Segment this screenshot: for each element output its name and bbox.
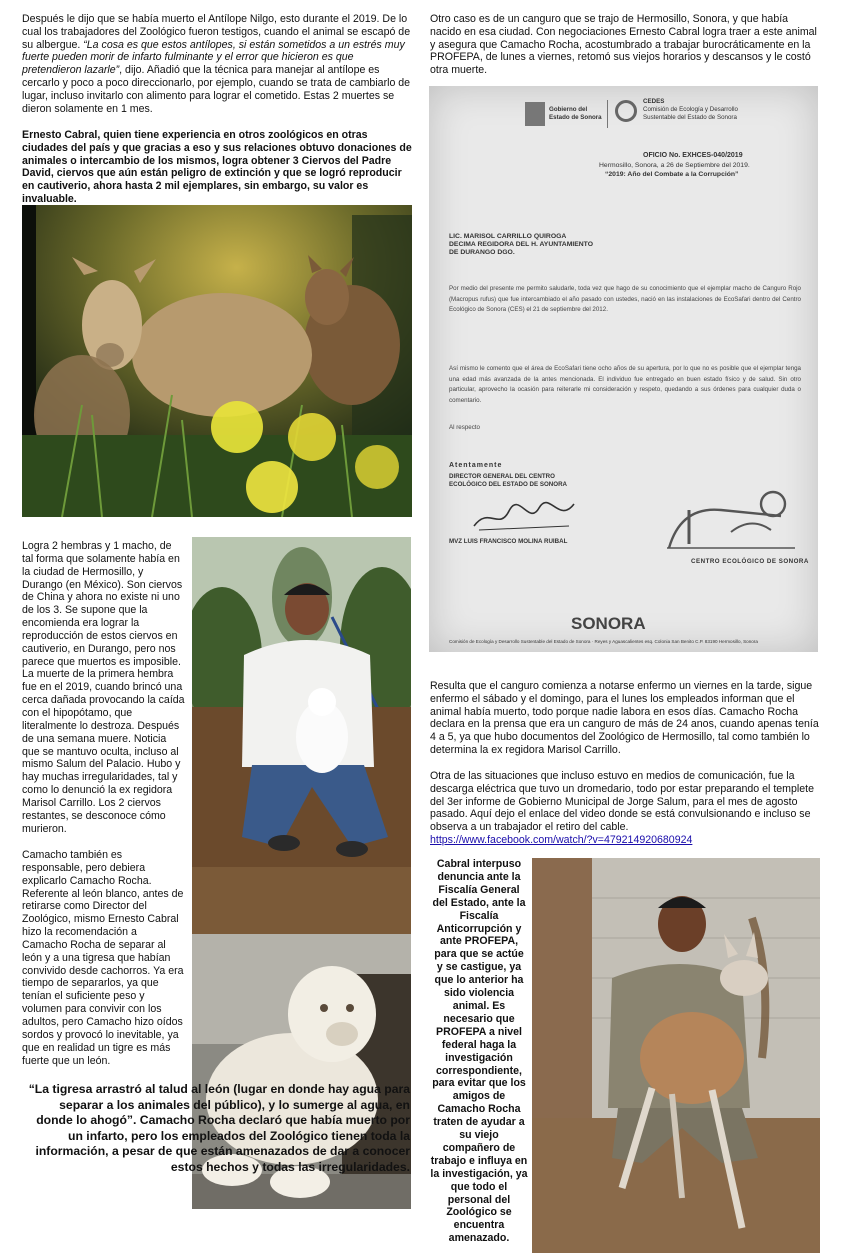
- letter-recipient-3: DE DURANGO DGO.: [449, 249, 515, 256]
- letter-body-3: Al respecto: [449, 424, 480, 431]
- paragraph-text: Logra 2 hembras y 1 macho, de tal forma que solamente había en la ciudad de Hermosillo, y Durango (en México). Son ciervos de China y ahora no existe ni uno de los 3. Se supone que la encomienda era lograr la reproducción de estos ciervos en cautiverio, en Durango, pero nos parece que muertos es imposible. La muerte de la primera hembra fue en el 2019, cuando brincó una cerca dañada provocando la caída con el hipopótamo, que literalmente lo destroza. Después de una semana muere. Noticia que se mantuvo oculta, incluso al mismo Salum del Palacio. Hubo y hay muchas irregularidades, tal y como lo denunció la ex regidora Marisol Carrillo. Los 2 ciervos restantes, se desconoce cómo murieron.: [22, 540, 185, 835]
- article-paragraph-leon: [22, 849, 185, 1067]
- paragraph-text: Ernesto Cabral, quien tiene experiencia en otros zoológicos en otras ciudades del país y que gracias a eso y sus relaciones obtuvo donaciones de animales o intercambio de los mismos, logra obtener 3 Ciervos del Padre David, ciervos que aún están peligro de extinción y que se logró reproducir en cautiverio, ahora hasta 2 mil ejemplares, sin embargo, su valor es invaluable.: [22, 129, 412, 205]
- article-paragraph-antilope: [22, 13, 413, 115]
- header-divider: [607, 100, 608, 128]
- article-paragraph-ciervos: [22, 129, 413, 206]
- article-paragraph-canguro: [430, 13, 822, 77]
- article-paragraph-canguro-enfermo: [430, 680, 822, 757]
- letter-closing: Atentamente: [449, 462, 503, 469]
- facebook-video-link[interactable]: https://www.facebook.com/watch/?v=479214920680924: [430, 833, 693, 846]
- man-with-kangaroo-photo: [532, 858, 820, 1253]
- paragraph-text: Resulta que el canguro comienza a notarse enfermo un viernes en la tarde, sigue enfermo el sábado y el domingo, para el lunes los empleados informan que el animal había muerto, todo porque nadie labora en esos días. Camacho Rocha declara en la prensa que era un canguro de más de 24 anos, cuando apenas tenía 4 a 5, ya que hubo documentos del Zoológico de Hermosillo, tal como también lo determina la ex regidora Marisol Carrillo.: [430, 680, 819, 756]
- text-span: , dijo. Añadió que la técnica para manejar al antílope es cercarlo y poco a poco direccionarlo, por ejemplo, cuando se trata de cambiarlo de lugar, incluso invitarlo con alimento para lograr el cometido. Estas 2 muertes se dieron solamente en 1 mes.: [22, 64, 411, 115]
- letter-oficio: OFICIO No. EXHCES-040/2019: [643, 152, 743, 159]
- man-with-white-cub-photo: [192, 537, 411, 934]
- letter-body-2: Así mismo le comento que el área de EcoSafari tiene ocho años de su apertura, por lo que no es posible que el ejemplar tenga una edad más avanzada de la antes mencionada. El individuo fue entregado en buen estado físico y de salud. Sin otro particular, aprovecho la ocasión para reiterarle mi consideración y respeto, quedando a sus órdenes para cualquier duda o comentario.: [449, 365, 801, 404]
- paragraph-text: Camacho también es responsable, pero debiera explicarlo Camacho Rocha. Referente al león blanco, antes de retirarse como Director del Zoológico, mismo Ernesto Cabral hizo la recomendación a Camacho Rocha de separar al león y a una tigresa que habían convivido desde cachorros. Ya era tiempo de separarlos, ya que tenían el suficiente peso y volumen para convivir con los adultos, pero Camacho hizo oídos sordos y provocó lo inevitable, ya que en realidad un tigre es más fuerte que un león.: [22, 849, 184, 1067]
- centro-ecologico-logo: [661, 486, 801, 556]
- article-paragraph-hembras: [22, 540, 185, 835]
- letter-footer: Comisión de Ecología y Desarrollo Sustentable del Estado de Sonora · Reyes y Aguascalientes esq. Colonia San Benito C.P. 83190 Hermosillo, Sonora: [449, 639, 758, 644]
- letter-signer: MVZ LUIS FRANCISCO MOLINA RUIBAL: [449, 538, 568, 545]
- quote-span: “La cosa es que estos antílopes, si están sometidos a un estrés muy fuerte pueden morir de infarto fulminante y el error que hicieron es que pretendieron lazarle”: [22, 38, 405, 77]
- deer-photo: [22, 205, 412, 517]
- letter-slogan: “2019: Año del Combate a la Corrupción”: [605, 171, 739, 178]
- sonora-brand-logo: SONORA: [571, 614, 646, 633]
- paragraph-text: Otro caso es de un canguro que se trajo de Hermosillo, Sonora, y que había nacido en esa ciudad. Con negociaciones Ernesto Cabral logra traer a este animal y asegura que Camacho Rocha, acostumbrado a trabajar burocráticamente en la PROFEPA, de lunes a viernes, retomó sus viejos horarios y descansos y le costó otra muerte.: [430, 13, 817, 77]
- letter-signature-title-2: ECOLÓGICO DEL ESTADO DE SONORA: [449, 481, 568, 488]
- letter-cedes-2: Sustentable del Estado de Sonora: [643, 114, 737, 121]
- letter-date: Hermosillo, Sonora, a 26 de Septiembre del 2019.: [599, 162, 750, 169]
- letter-cedes-1: Comisión de Ecología y Desarrollo: [643, 106, 738, 113]
- handwritten-signature: [469, 496, 579, 536]
- article-paragraph-dromedario: [430, 770, 822, 847]
- letter-gov-1: Gobierno del: [549, 106, 588, 113]
- denuncia-text: Cabral interpuso denuncia ante la Fiscalía General del Estado, ante la Fiscalía Anticorrupción y ante PROFEPA, para que se actúe y se castigue, ya que lo anterior ha sido violencia animal. Es necesario que PROFEPA a nivel federal haga la investigación correspondiente, para evitar que los amigos de Camacho Rocha traten de ayudar a su viejo compañero de trabajo e influya en la investigación, ya que todo el personal del Zoológico se encuentra amenazado.: [430, 858, 528, 1245]
- denuncia-column: [430, 858, 528, 1245]
- letter-signature-title-1: DIRECTOR GENERAL DEL CENTRO: [449, 473, 555, 480]
- sonora-government-logo: [525, 102, 545, 126]
- tigresa-quote: [22, 1082, 410, 1176]
- official-letter-scan: [429, 86, 818, 652]
- text-span: Después le dijo que se había muerto el Antílope Nilgo, esto durante el 2019. De lo cual los trabajadores del Zoológico fueron testigos, cuando el animal se escapó de su albergue.: [22, 13, 411, 51]
- man-kangaroo-illustration: [532, 858, 820, 1253]
- letter-recipient-1: LIC. MARISOL CARRILLO QUIROGA: [449, 233, 567, 240]
- letter-gov-2: Estado de Sonora: [549, 114, 602, 121]
- man-cub-illustration: [192, 537, 411, 934]
- paragraph-text: Otra de las situaciones que incluso estuvo en medios de comunicación, fue la descarga eléctrica que tuvo un dromedario, todo por estar preparando el templete del 3er informe de Gobierno Municipal de Jorge Salum, para el mes de agosto pasado. Aquí dejo el enlace del video donde se está convulsionando e incluso se observa a un trabajador el retiro del cable.: [430, 770, 814, 834]
- quote-text: “La tigresa arrastró al talud al león (lugar en donde hay agua para separar a los animales del público), y lo sumerge al agua, en donde lo ahogó”. Camacho Rocha declaró que había muerto por un infarto, pero los empleados del Zoológico tienen toda la información, a pesar de que están amenazados de dar a conocer estos hechos y todas las irregularidades.: [28, 1082, 410, 1174]
- deer-illustration: [22, 205, 412, 517]
- letter-cedes-name: CEDES: [643, 98, 665, 105]
- cedes-logo: [615, 100, 637, 122]
- letter-recipient-2: DECIMA REGIDORA DEL H. AYUNTAMIENTO: [449, 241, 594, 248]
- letter-ces-logo-text: CENTRO ECOLÓGICO DE SONORA: [691, 558, 809, 565]
- letter-body-1: Por medio del presente me permito saludarle, toda vez que hago de su conocimiento que el ejemplar macho de Canguro Rojo (Macropus rufus) que fue intercambiado el año pasado con ustedes, nació en las instalaciones de EcoSafari dentro del Centro Ecológico de Sonora (CES) el 21 de septiembre del 2012.: [449, 285, 801, 313]
